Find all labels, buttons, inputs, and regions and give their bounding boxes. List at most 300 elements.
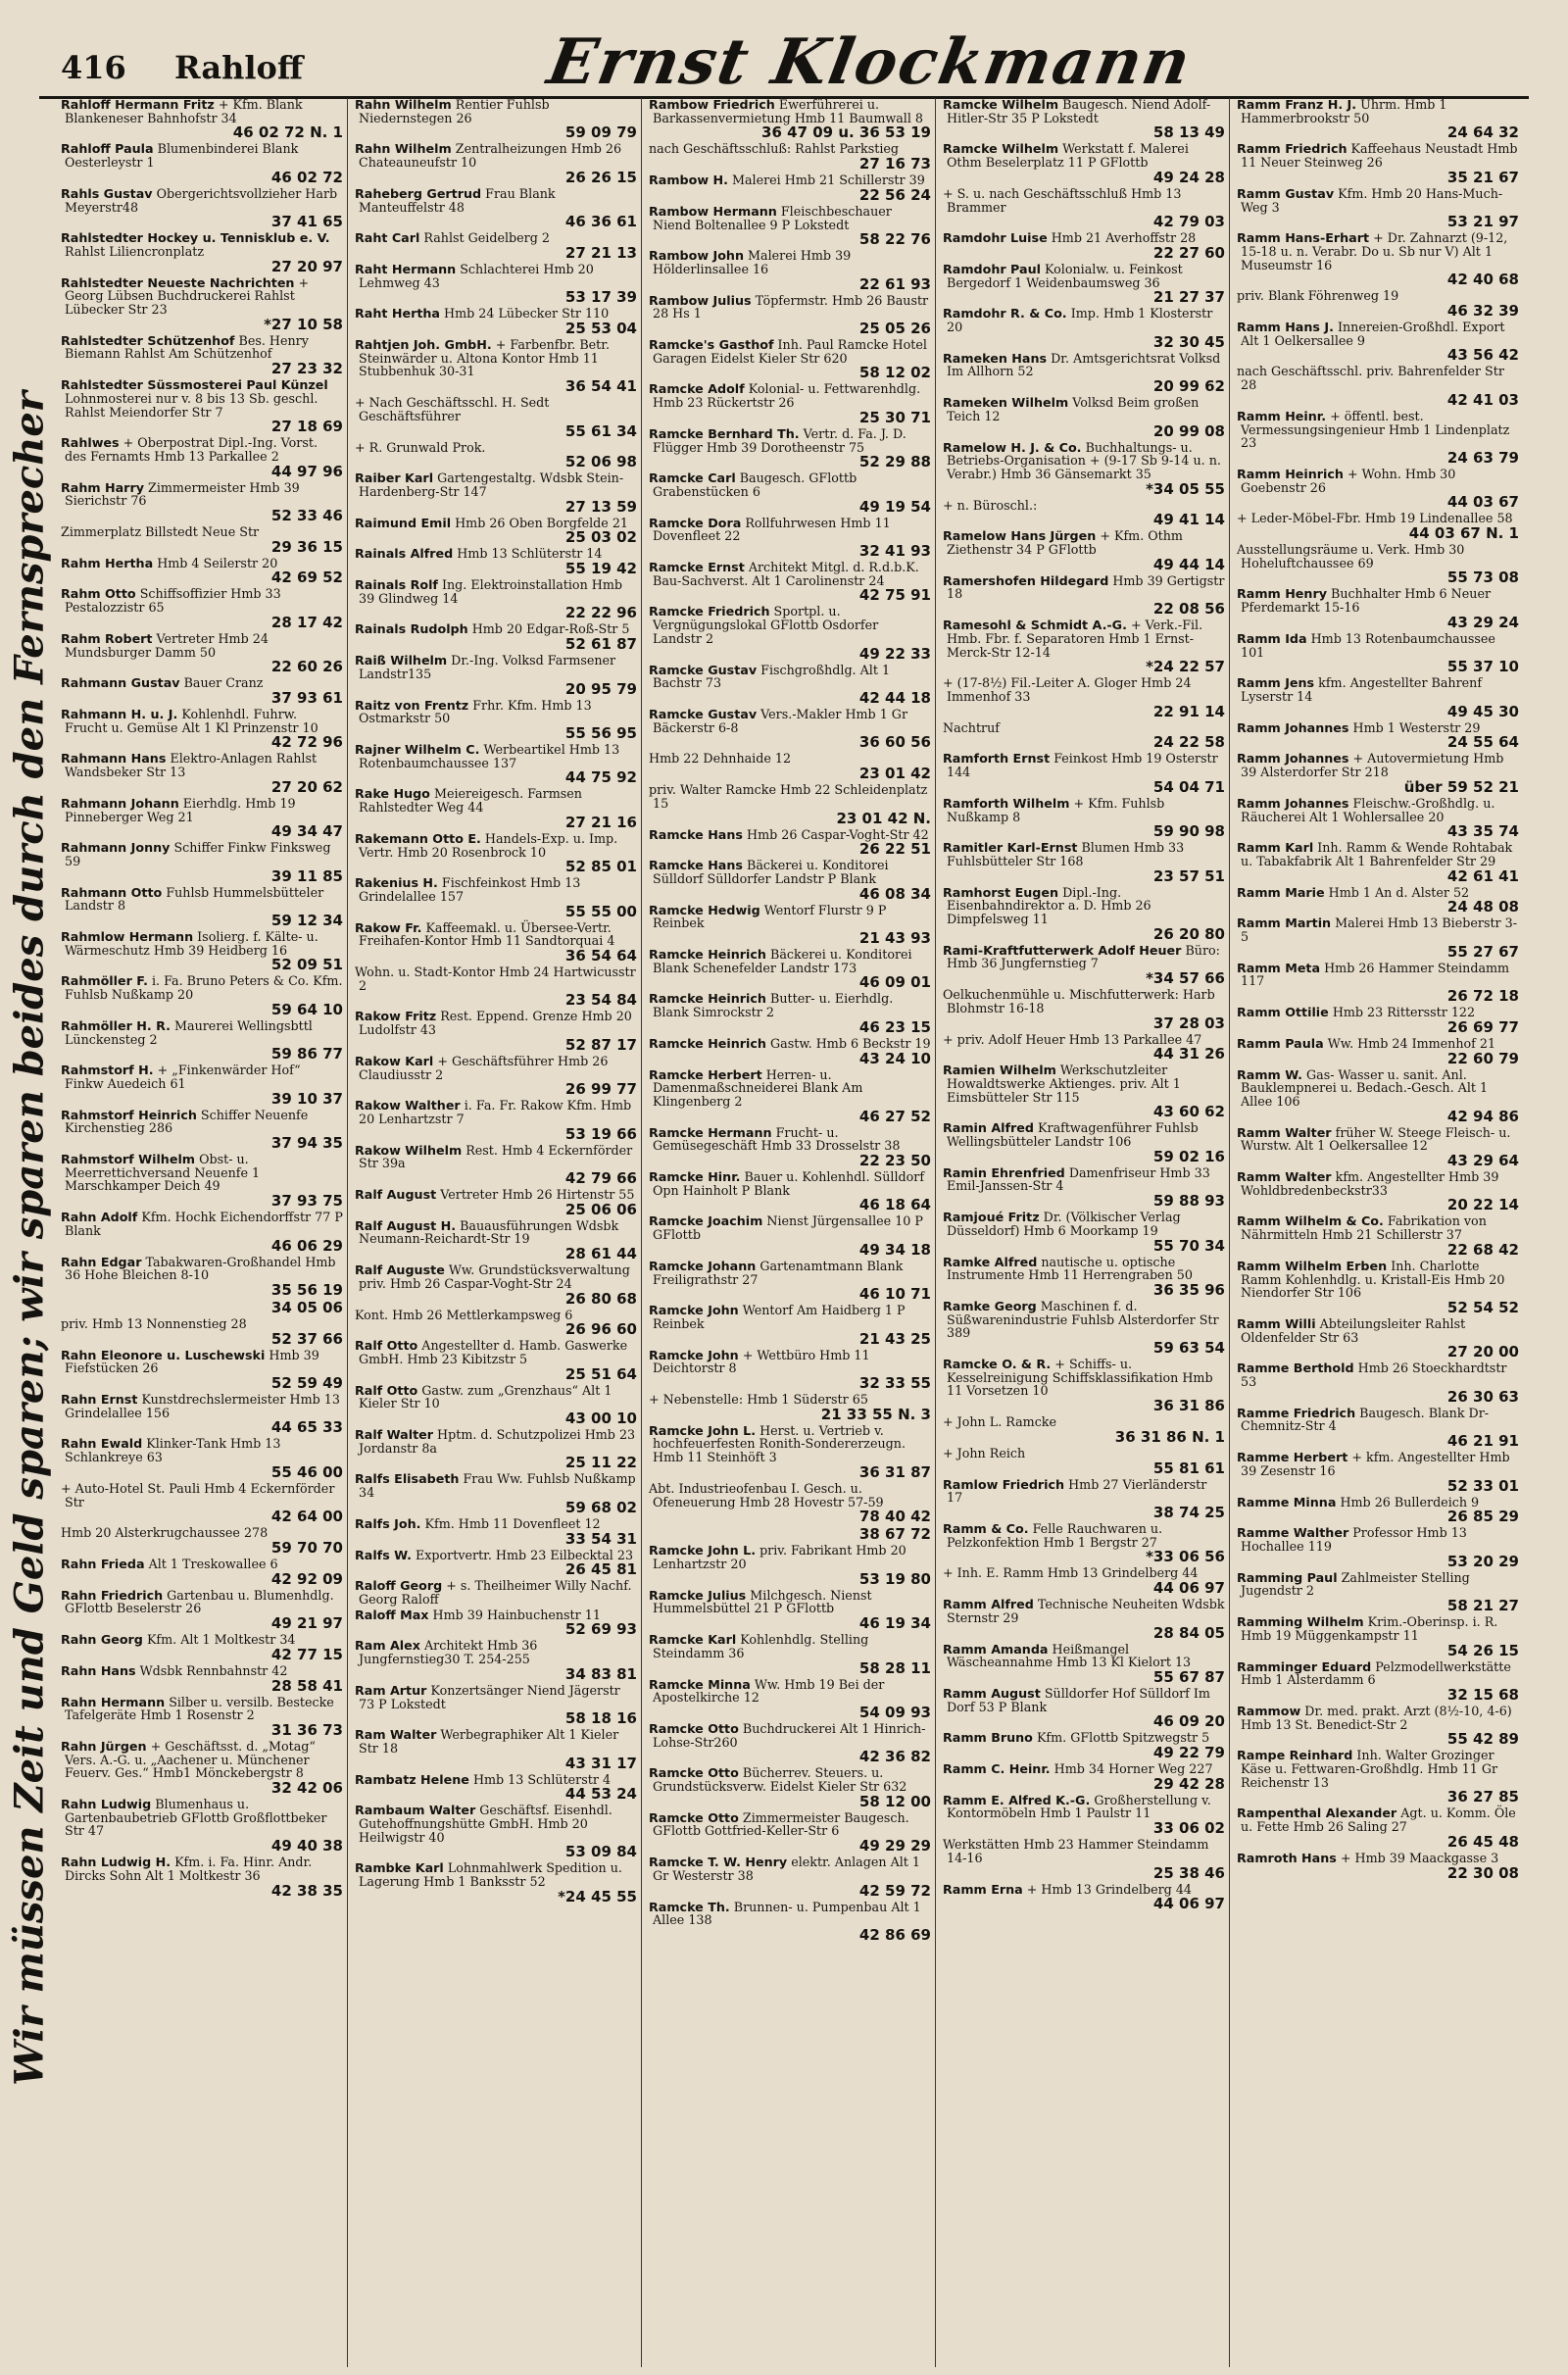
directory-entry — [355, 1804, 637, 1859]
directory-entry — [943, 98, 1225, 140]
entry-phone: 58 22 76 — [858, 230, 931, 249]
entry-details: Handels-Exp. u. Imp. Vertr. Hmb 20 Rosenbrock 10 — [359, 830, 618, 860]
entry-name: Ramme Friedrich — [1237, 1405, 1356, 1420]
entry-details: Hmb 26 Bullerdeich 9 — [1340, 1494, 1480, 1509]
entry-phone: 36 31 86 — [1152, 1397, 1225, 1415]
entry-phone: 33 06 02 — [1152, 1819, 1225, 1838]
directory-entry — [355, 1773, 637, 1803]
entry-phone: 26 96 60 — [564, 1320, 637, 1339]
entry-details: Inh. Ramm & Wende Rohtabak u. Tabakfabrik Alt 1 Bahrenfelder Str 29 — [1241, 840, 1513, 868]
entry-phone: 44 06 97 — [1152, 1895, 1225, 1913]
entry-phone: 35 21 67 — [1446, 168, 1519, 186]
entry-details: Wdsbk Rennbahnstr 42 — [139, 1662, 288, 1678]
entry-name: Ramcke Heinrich — [649, 991, 766, 1007]
entry-phone: 42 75 91 — [858, 586, 931, 605]
entry-details: Hmb 34 Horner Weg 227 — [1054, 1761, 1213, 1777]
directory-entry — [943, 752, 1225, 794]
entry-details: Ing. Elektroinstallation Hmb 39 Glindweg 14 — [359, 577, 622, 606]
entry-name: Rahm Otto — [61, 586, 136, 602]
directory-entry — [1237, 187, 1519, 229]
entry-details: Sülldorfer Hof Sülldorf Im Dorf 53 P Blank — [947, 1685, 1210, 1714]
entry-phone: 52 09 51 — [270, 956, 343, 974]
entry-name: Rajner Wilhelm C. — [355, 741, 480, 757]
entry-name: Ramcke Minna — [649, 1676, 751, 1692]
entry-name: Ramm Henry — [1237, 586, 1327, 602]
directory-entry — [61, 436, 343, 478]
entry-name: Rambatz Helene — [355, 1771, 469, 1787]
entry-phone: 46 19 34 — [858, 1614, 931, 1633]
entry-details: + Kfm. Blank Blankeneser Bahnhofstr 34 — [65, 98, 303, 125]
directory-entry — [355, 1472, 637, 1514]
entry-name: Rahls Gustav — [61, 185, 153, 201]
entry-phone: über 59 52 21 — [1403, 777, 1519, 796]
entry-phone: 58 12 00 — [858, 1792, 931, 1810]
entry-name: Ramcke Joachim — [649, 1213, 763, 1229]
entry-phone: 58 13 49 — [1152, 124, 1225, 142]
directory-entry — [1237, 1615, 1519, 1658]
entry-phone: 21 27 37 — [1152, 288, 1225, 307]
entry-details: Maurerei Wellingsbttl Lünckensteg 2 — [65, 1017, 313, 1047]
directory-entry — [61, 276, 343, 332]
entry-details: Hmb 4 Seilerstr 20 — [157, 555, 278, 570]
entry-name: Ralf August H. — [355, 1217, 457, 1233]
directory-entry — [355, 578, 637, 620]
entry-name: Ralf Walter — [355, 1427, 433, 1443]
entry-name: Ramm Willi — [1237, 1315, 1316, 1331]
entry-details: + Georg Lübsen Buchdruckerei Rahlst Lübecker Str 23 — [65, 274, 310, 318]
entry-name: Ramm Friedrich — [1237, 141, 1348, 157]
entry-details: Hmb 13 Rotenbaumchaussee 101 — [1241, 630, 1495, 660]
entry-details: Hmb 13 Schlüterstr 14 — [457, 546, 603, 562]
entry-name: Rake Hugo — [355, 786, 430, 802]
entry-phone: 42 79 03 — [1152, 213, 1225, 231]
entry-details: Fischfeinkost Hmb 13 Grindelallee 157 — [359, 875, 581, 904]
entry-name: Ramdohr R. & Co. — [943, 306, 1067, 322]
entry-name: Rainals Alfred — [355, 546, 454, 562]
entry-details: Hmb 13 Schlüterstr 4 — [472, 1771, 612, 1787]
entry-name: Rahlwes — [61, 435, 120, 451]
entry-details: Ausstellungsräume u. Verk. Hmb 30 Hoheluftchaussee 69 — [1237, 542, 1465, 570]
entry-phone: 34 05 06 — [270, 1298, 343, 1316]
directory-entry — [355, 338, 637, 394]
entry-name: Ramke Alfred — [943, 1254, 1038, 1269]
entry-details: + Nebenstelle: Hmb 1 Süderstr 65 — [649, 1392, 868, 1408]
entry-details: Gastw. zum „Grenzhaus“ Alt 1 Kieler Str 10 — [359, 1382, 612, 1411]
entry-details: Werkstatt f. Malerei Othm Beselerplatz 11 P GFlottb — [947, 141, 1189, 171]
entry-details: Werkstätten Hmb 23 Hammer Steindamm 14-16 — [943, 1837, 1209, 1865]
entry-name: Raitz von Frentz — [355, 697, 469, 713]
entry-phone: 39 10 37 — [270, 1089, 343, 1108]
entry-details: Hmb 22 Dehnhaide 12 — [649, 751, 792, 767]
directory-entry — [649, 1126, 931, 1168]
entry-name: Ramforth Wilhelm — [943, 795, 1070, 811]
directory-entry — [649, 664, 931, 706]
entry-details: Inh. Charlotte Ramm Kohlenhdlg. u. Kristall-Eis Hmb 20 Niendorfer Str 106 — [1241, 1258, 1505, 1301]
entry-details: Bauer Cranz — [183, 675, 264, 691]
entry-phone: 59 63 54 — [1152, 1339, 1225, 1358]
directory-entry — [1237, 321, 1519, 363]
entry-phone: 44 65 33 — [270, 1418, 343, 1437]
directory-entry — [649, 1633, 931, 1675]
entry-details: Vers.-Makler Hmb 1 Gr Bäckerstr 6-8 — [653, 706, 908, 735]
entry-name: Ramm Wilhelm Erben — [1237, 1258, 1388, 1273]
entry-details: Dr. Amtsgerichtsrat Volksd Im Allhorn 52 — [947, 350, 1221, 379]
entry-name: Ramforth Ernst — [943, 751, 1051, 767]
directory-entry — [1237, 1317, 1519, 1360]
entry-details: Kfm. Hmb 11 Dovenfleet 12 — [424, 1515, 601, 1531]
entry-details: + kfm. Angestellter Hmb 39 Zesenstr 16 — [1241, 1450, 1510, 1478]
entry-phone: 42 77 15 — [270, 1645, 343, 1663]
directory-entry — [61, 974, 343, 1016]
entry-name: Ramm Amanda — [943, 1641, 1049, 1657]
entry-name: Raht Hermann — [355, 261, 457, 276]
entry-phone: 24 22 58 — [1152, 733, 1225, 752]
entry-phone: 25 05 26 — [858, 320, 931, 338]
entry-details: Vertreter Hmb 26 Hirtenstr 55 — [440, 1187, 635, 1203]
directory-entry — [649, 1037, 931, 1066]
entry-details: Lohnmahlwerk Spedition u. Lagerung Hmb 1 Banksstr 52 — [359, 1860, 622, 1890]
entry-name: Ramm Meta — [1237, 960, 1321, 975]
entry-details: Dr. (Völkischer Verlag Düsseldorf) Hmb 6 Moorkamp 19 — [947, 1210, 1181, 1238]
entry-phone: 55 55 00 — [564, 902, 637, 920]
entry-name: Ramm Marie — [1237, 884, 1325, 900]
entry-name: Rameken Wilhelm — [943, 395, 1069, 411]
entry-phone: 52 59 49 — [270, 1374, 343, 1393]
entry-phone: 42 92 09 — [270, 1569, 343, 1588]
entry-phone: 52 37 66 — [270, 1329, 343, 1348]
directory-entry — [649, 561, 931, 603]
directory-entry — [355, 441, 637, 470]
entry-name: Ramm Walter — [1237, 1124, 1332, 1140]
entry-name: Rambow H. — [649, 173, 728, 188]
entry-phone: 44 53 24 — [564, 1785, 637, 1804]
entry-details: + Autovermietung Hmb 39 Alsterdorfer Str 218 — [1241, 751, 1504, 780]
entry-phone: 46 02 72 — [270, 168, 343, 186]
entry-phone: 54 09 93 — [858, 1703, 931, 1721]
entry-name: Rambow John — [649, 248, 744, 264]
entry-phone: 59 02 16 — [1152, 1147, 1225, 1165]
directory-entry — [1237, 797, 1519, 839]
entry-name: Ramme Berthold — [1237, 1361, 1354, 1376]
entry-phone: 55 42 89 — [1446, 1730, 1519, 1749]
directory-entry — [61, 231, 343, 273]
entry-name: Rahmstorf H. — [61, 1063, 154, 1078]
directory-entry — [355, 1517, 637, 1547]
entry-details: + Farbenfbr. Betr. Steinwärder u. Altona Kontor Hmb 11 Stubbenhuk 30-31 — [359, 337, 610, 379]
entry-phone: 46 32 39 — [1446, 302, 1519, 321]
entry-name: Rahn Ewald — [61, 1436, 143, 1452]
entry-details: + „Finkenwärder Hof“ Finkw Auedeich 61 — [65, 1063, 301, 1091]
directory-entry — [943, 886, 1225, 942]
entry-phone: 37 94 35 — [270, 1134, 343, 1153]
directory-entry — [649, 427, 931, 470]
directory-column-3 — [645, 98, 936, 2367]
entry-details: + Wettbüro Hmb 11 Deichtorstr 8 — [653, 1347, 870, 1376]
entry-phone: 58 21 27 — [1446, 1597, 1519, 1615]
entry-name: Ramm Ottilie — [1237, 1005, 1329, 1020]
entry-phone: 26 26 15 — [564, 168, 637, 186]
directory-entry — [649, 752, 931, 781]
entry-phone: 46 10 71 — [858, 1285, 931, 1304]
directory-entry — [943, 797, 1225, 839]
directory-entry — [943, 441, 1225, 497]
entry-name: Ramcke Th. — [649, 1899, 730, 1914]
entry-phone: 43 56 42 — [1446, 346, 1519, 365]
entry-phone: 42 41 03 — [1446, 390, 1519, 409]
entry-name: Rahmann Gustav — [61, 675, 180, 691]
directory-entry — [649, 859, 931, 901]
entry-name: Ramm Hans J. — [1237, 320, 1334, 335]
entry-details: Silber u. versilb. Bestecke Tafelgeräte Hmb 1 Rosenstr 2 — [65, 1694, 334, 1723]
entry-details: + n. Büroschl.: — [943, 497, 1038, 513]
entry-phone: 28 17 42 — [270, 613, 343, 631]
entry-name: Rambow Hermann — [649, 203, 777, 219]
entry-details: Werbeartikel Hmb 13 Rotenbaumchaussee 137 — [359, 741, 620, 770]
entry-name: Rahloff Paula — [61, 141, 154, 157]
entry-details: Schiffer Finkw Finksweg 59 — [65, 840, 331, 868]
entry-name: Rahlstedter Hockey u. Tennisklub e. V. — [61, 230, 330, 246]
entry-details: Maschinen f. d. Süßwarenindustrie Fuhlsb Alsterdorfer Str 389 — [947, 1298, 1219, 1341]
entry-name: Rahn Edgar — [61, 1254, 142, 1269]
entry-details: Vertr. d. Fa. J. D. Flügger Hmb 39 Dorotheenstr 75 — [653, 425, 906, 455]
entry-name: Rakow Walther — [355, 1098, 461, 1113]
directory-entry — [1237, 1361, 1519, 1404]
entry-phone: 20 99 62 — [1152, 377, 1225, 396]
entry-phone: 26 45 81 — [564, 1560, 637, 1579]
entry-name: Ramcke Hermann — [649, 1124, 772, 1140]
entry-details: Kfm. Alt 1 Moltkestr 34 — [146, 1632, 296, 1648]
entry-name: Rampe Reinhard — [1237, 1748, 1353, 1763]
entry-name: Ramcke Julius — [649, 1587, 747, 1603]
directory-entry — [355, 142, 637, 184]
entry-details: + (17-8½) Fil.-Leiter A. Gloger Hmb 24 Immenhof 33 — [943, 675, 1192, 704]
entry-details: Fleischw.-Großhdlg. u. Räucherei Alt 1 Wohlersallee 20 — [1241, 795, 1495, 824]
entry-name: Ramcke Otto — [649, 1765, 739, 1781]
entry-details: Gartenamtmann Blank Freiligrathstr 27 — [653, 1258, 904, 1287]
entry-details: Ww. Hmb 19 Bei der Apostelkirche 12 — [653, 1676, 885, 1706]
side-advertisement-text: Wir müssen Zeit und Geld sparen; wir sparen beides durch den Fernsprecher — [6, 391, 53, 2086]
entry-name: Rambow Friedrich — [649, 98, 775, 112]
entry-phone: 27 21 13 — [564, 243, 637, 262]
entry-details: Herst. u. Vertrieb v. hochfeuerfesten Ronith-Sondererzeugn. Hmb 11 Steinhöft 3 — [653, 1422, 906, 1465]
entry-phone: 49 19 54 — [858, 497, 931, 516]
entry-phone: 25 11 22 — [564, 1454, 637, 1472]
entry-name: Ralf Otto — [355, 1382, 418, 1398]
directory-entry — [61, 930, 343, 972]
entry-phone: 32 41 93 — [858, 542, 931, 561]
entry-details: Baugesch. Niend Adolf-Hitler-Str 35 P Lokstedt — [947, 98, 1211, 125]
entry-phone: 31 36 73 — [270, 1720, 343, 1739]
entry-phone: 26 72 18 — [1446, 987, 1519, 1006]
entry-name: Rahlstedter Schützenhof — [61, 332, 235, 348]
entry-phone: 23 57 51 — [1152, 866, 1225, 885]
entry-phone: 20 22 14 — [1446, 1196, 1519, 1214]
entry-phone: 28 58 41 — [270, 1676, 343, 1695]
entry-details: Nienst Jürgensallee 10 P GFlottb — [653, 1213, 923, 1243]
directory-entry — [649, 783, 931, 825]
entry-phone: 42 59 72 — [858, 1881, 931, 1900]
directory-entry — [1237, 1660, 1519, 1703]
directory-entry — [61, 1740, 343, 1796]
directory-entry — [649, 904, 931, 946]
entry-name: Ramcke Bernhard Th. — [649, 425, 800, 441]
directory-entry — [1237, 1496, 1519, 1525]
entry-details: Uhrm. Hmb 1 Hammerbrookstr 50 — [1241, 98, 1447, 125]
entry-phone: 36 27 85 — [1446, 1788, 1519, 1806]
directory-entry — [1237, 676, 1519, 718]
directory-entry — [1237, 543, 1519, 585]
directory-entry — [61, 676, 343, 706]
directory-entry — [943, 1033, 1225, 1063]
directory-entry — [1237, 231, 1519, 287]
entry-name: Ramcke Gustav — [649, 662, 758, 677]
entry-phone: 46 36 61 — [564, 213, 637, 231]
entry-phone: 38 74 25 — [1152, 1504, 1225, 1521]
entry-name: Ramming Paul — [1237, 1569, 1338, 1585]
directory-entry — [943, 231, 1225, 261]
entry-phone: 36 31 87 — [858, 1462, 931, 1481]
entry-phone: 46 23 15 — [858, 1017, 931, 1036]
directory-entry — [355, 1099, 637, 1141]
entry-details: Kaffeemakl. u. Übersee-Vertr. Freihafen-Kontor Hmb 11 Sandtorquai 4 — [359, 919, 615, 949]
entry-details: + öffentl. best. Vermessungsingenieur Hmb 1 Lindenplatz 23 — [1241, 408, 1510, 451]
entry-phone: 59 90 98 — [1152, 822, 1225, 841]
directory-entry — [61, 1589, 343, 1631]
directory-entry — [61, 334, 343, 376]
directory-entry — [355, 471, 637, 514]
directory-entry — [649, 1722, 931, 1764]
entry-phone: 24 63 79 — [1446, 448, 1519, 467]
entry-details: Zahlmeister Stelling Jugendstr 2 — [1241, 1569, 1470, 1599]
entry-details: Kohlenhdl. Fuhrw. Frucht u. Gemüse Alt 1 Kl Prinzenstr 10 — [65, 706, 318, 735]
entry-phone: 44 03 67 N. 1 — [1408, 524, 1519, 543]
entry-phone: 25 30 71 — [858, 408, 931, 426]
directory-entry — [649, 1393, 931, 1422]
entry-phone: 59 86 77 — [270, 1045, 343, 1064]
directory-entry — [943, 1256, 1225, 1298]
entry-name: Ramcke Ernst — [649, 560, 745, 575]
entry-details: Damenfriseur Hmb 33 Emil-Janssen-Str 4 — [947, 1164, 1210, 1194]
entry-details: Tabakwaren-Großhandel Hmb 36 Hohe Bleichen 8-10 — [65, 1254, 336, 1283]
entry-details: Kolonial- u. Fettwarenhdlg. Hmb 23 Rückertstr 26 — [653, 381, 921, 411]
directory-entry — [1237, 1806, 1519, 1849]
entry-details: Zimmermeister Hmb 39 Sierichstr 76 — [65, 479, 300, 509]
directory-entry — [355, 787, 637, 829]
entry-details: Rest. Eppend. Grenze Hmb 20 Ludolfstr 43 — [359, 1009, 632, 1038]
entry-phone: 55 37 10 — [1446, 658, 1519, 676]
entry-details: + Dr. Zahnarzt (9-12, 15-18 u. n. Verabr. Do u. Sb nur V) Alt 1 Museumstr 16 — [1241, 230, 1508, 272]
directory-entry — [61, 557, 343, 586]
entry-details: Wohn. u. Stadt-Kontor Hmb 24 Hartwicusstr 2 — [355, 965, 636, 993]
directory-entry — [1237, 1068, 1519, 1124]
entry-name: Ramcke Dora — [649, 515, 742, 530]
entry-details: Feinkost Hmb 19 Osterstr 144 — [947, 751, 1218, 780]
entry-name: Rahlstedter Neueste Nachrichten — [61, 274, 295, 290]
entry-name: Ramm & Co. — [943, 1521, 1029, 1536]
entry-details: Dipl.-Ing. Eisenbahndirektor a. D. Hmb 26 Dimpfelsweg 11 — [947, 884, 1152, 927]
entry-name: Ramcke John L. — [649, 1422, 757, 1438]
entry-details: Rentier Fuhlsb Niedernstegen 26 — [359, 98, 550, 125]
entry-name: Ralfs W. — [355, 1547, 412, 1562]
directory-entry — [1237, 587, 1519, 629]
entry-details: + John Reich — [943, 1445, 1026, 1460]
directory-entry — [355, 1684, 637, 1726]
entry-details: Konzertsänger Niend Jägerstr 73 P Lokstedt — [359, 1682, 620, 1711]
entry-name: Rahmöller F. — [61, 973, 148, 989]
directory-entry — [1237, 1852, 1519, 1881]
entry-details: Inh. Walter Grozinger Käse u. Fettwaren-Großhdlg. Hmb 11 Gr Reichenstr 13 — [1241, 1748, 1498, 1790]
entry-name: Ram Walter — [355, 1727, 437, 1743]
entry-phone: 52 87 17 — [564, 1035, 637, 1054]
directory-entry — [61, 1558, 343, 1587]
entry-phone: 52 29 88 — [858, 453, 931, 471]
entry-phone: 49 45 30 — [1446, 702, 1519, 720]
directory-entry — [355, 1339, 637, 1381]
entry-phone: 43 60 62 — [1152, 1103, 1225, 1121]
entry-name: Rahmlow Hermann — [61, 929, 194, 945]
directory-entry — [943, 1447, 1225, 1476]
entry-name: Rahmöller H. R. — [61, 1017, 171, 1033]
entry-name: Raht Carl — [355, 230, 420, 246]
entry-details: Obergerichtsvollzieher Harb Meyerstr48 — [65, 185, 338, 215]
entry-phone: 36 54 64 — [564, 947, 637, 965]
entry-details: Kont. Hmb 26 Mettlerkampsweg 6 — [355, 1307, 573, 1322]
entry-name: Ramcke John — [649, 1347, 739, 1362]
directory-entry — [1237, 1407, 1519, 1449]
entry-phone: 53 20 29 — [1446, 1552, 1519, 1570]
directory-entry — [649, 1589, 931, 1631]
entry-name: Ramme Minna — [1237, 1494, 1337, 1509]
entry-phone: 26 85 29 — [1446, 1508, 1519, 1526]
entry-details: Frau Blank Manteuffelstr 48 — [359, 185, 556, 215]
entry-name: Ramcke T. W. Henry — [649, 1855, 788, 1870]
entry-phone: 24 55 64 — [1446, 733, 1519, 752]
entry-details: Nachtruf — [943, 719, 1000, 735]
entry-name: Rahm Harry — [61, 479, 144, 495]
entry-details: Baugesch. GFlottb Grabenstücken 6 — [653, 470, 858, 499]
entry-name: Rahn Ludwig — [61, 1797, 152, 1812]
entry-name: Ramin Ehrenfried — [943, 1164, 1065, 1180]
entry-phone: 55 46 00 — [270, 1462, 343, 1481]
entry-name: Raht Hertha — [355, 306, 440, 322]
entry-phone: 27 20 62 — [270, 777, 343, 796]
entry-phone: 42 44 18 — [858, 688, 931, 707]
directory-entry — [943, 396, 1225, 438]
entry-phone: 52 06 98 — [564, 453, 637, 471]
entry-phone: 49 29 29 — [858, 1837, 931, 1855]
directory-entry — [649, 1766, 931, 1808]
entry-details: + Hmb 13 Grindelberg 44 — [1026, 1881, 1192, 1897]
entry-phone: 59 88 93 — [1152, 1192, 1225, 1211]
entry-details: Geschäftsf. Eisenhdl. Gutehoffnungshütte GmbH. Hmb 20 Heilwigstr 40 — [359, 1803, 612, 1845]
entry-phone: 49 24 28 — [1152, 168, 1225, 186]
entry-name: Ramcke's Gasthof — [649, 337, 774, 353]
directory-entry — [943, 1794, 1225, 1836]
entry-name: Rakow Fr. — [355, 919, 422, 935]
entry-phone: 42 94 86 — [1446, 1107, 1519, 1125]
entry-details: Hmb 26 Hammer Steindamm 117 — [1241, 960, 1510, 989]
entry-phone: 44 75 92 — [564, 768, 637, 787]
entry-details: Innereien-Großhdl. Export Alt 1 Oelkersallee 9 — [1241, 320, 1505, 348]
directory-entry — [355, 307, 637, 336]
entry-details: Exportvertr. Hmb 23 Eilbecktal 23 — [416, 1547, 634, 1562]
entry-name: Rahn Ludwig H. — [61, 1855, 172, 1870]
entry-phone: 22 60 79 — [1446, 1049, 1519, 1067]
entry-details: Bauausführungen Wdsbk Neumann-Reichardt-Str 19 — [359, 1217, 619, 1247]
entry-details: Dr. med. prakt. Arzt (8½-10, 4-6) Hmb 13 St. Benedict-Str 2 — [1241, 1703, 1512, 1732]
entry-details: + Kfm. Othm Ziethenstr 34 P GFlottb — [947, 528, 1183, 558]
entry-phone: 55 19 42 — [564, 560, 637, 578]
